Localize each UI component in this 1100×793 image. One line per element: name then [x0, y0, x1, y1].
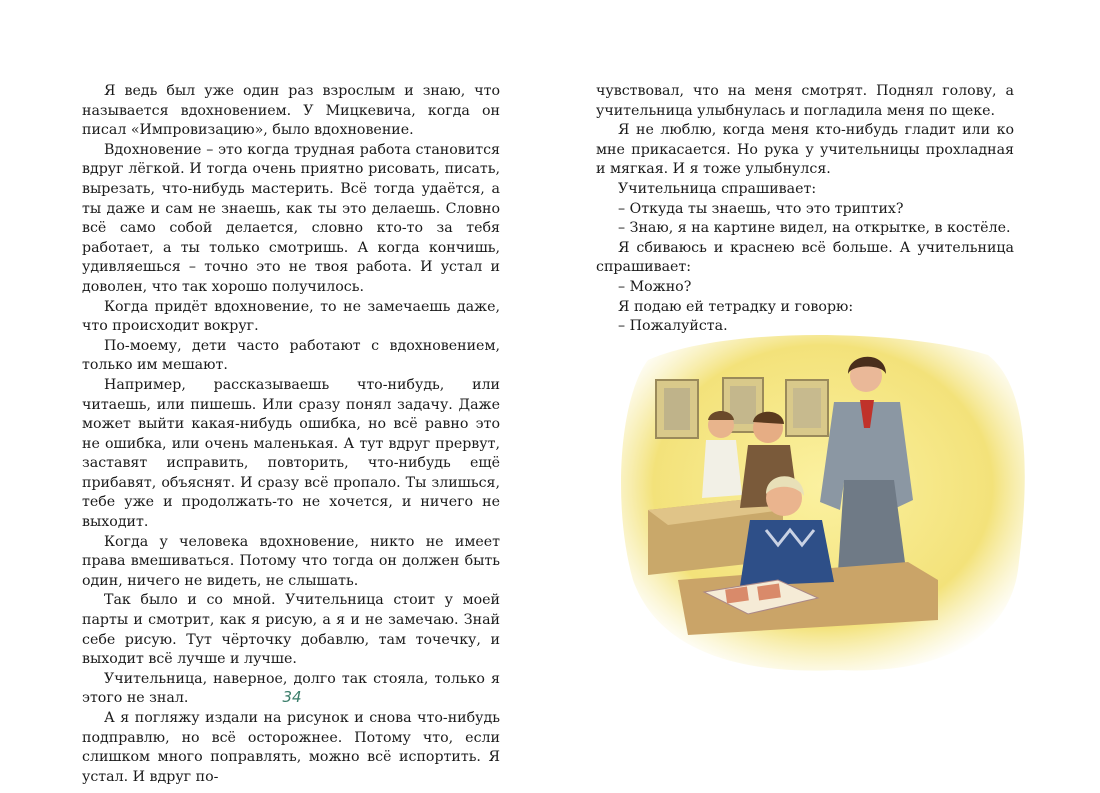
paragraph: По-моему, дети часто работают с вдохновением, только им мешают.	[82, 337, 500, 374]
paragraph: Так было и со мной. Учительница стоит у моей парты и смотрит, как я рисую, а я и не замечаю. Знай себе рисую. Тут чёрточку добавлю, там точечку, и выходит всё лучше и лучше.	[82, 592, 500, 668]
dialogue-line: – Пожалуйста.	[618, 318, 728, 335]
continued-paragraph: чувствовал, что на меня смотрят. Поднял голову, а учительница улыбнулась и погладила меня по щеке.	[596, 83, 1014, 119]
paragraph: Я не люблю, когда меня кто-нибудь гладит или ко мне прикасается. Но рука у учительницы прохладная и мягкая. И я тоже улыбнулся.	[596, 122, 1014, 178]
left-text-column	[82, 82, 500, 787]
dialogue-line: – Можно?	[618, 278, 692, 295]
illustration-drawing	[608, 330, 1028, 675]
paragraph: Когда у человека вдохновение, никто не имеет права вмешиваться. Потому что тогда он должен быть один, ничего не видеть, не слышать.	[82, 533, 500, 589]
paragraph: А я погляжу издали на рисунок и снова что-нибудь подправлю, но всё осторожнее. Потому что, если слишком много поправлять, можно всё испортить. Я устал. И вдруг по-	[82, 710, 500, 785]
paragraph: Учительница, наверное, долго так стояла, только я этого не знал.	[82, 670, 500, 707]
paragraph: Я подаю ей тетрадку и говорю:	[618, 298, 854, 315]
paragraph: Например, рассказываешь что-нибудь, или читаешь, или пишешь. Или сразу понял задачу. Даже может выйти какая-нибудь ошибка, но всё равно это не ошибка, или очень маленькая. А тут вдруг прервут, заставят исправить, повторить, что-нибудь ещё прибавят, объяснят. И сразу всё пропало. Ты злишься, тебе уже и продолжать-то не хочется, и ничего не выходит.	[82, 376, 500, 531]
classroom-illustration	[608, 330, 1028, 675]
paragraph: Когда придёт вдохновение, то не замечаешь даже, что происходит вокруг.	[82, 298, 500, 335]
front-boy-vest	[740, 520, 834, 586]
page-number: 34	[282, 688, 302, 706]
paragraph: Я сбиваюсь и краснею всё больше. А учительница спрашивает:	[596, 239, 1014, 276]
paragraph: Я ведь был уже один раз взрослым и знаю, что называется вдохновением. У Мицкевича, когда он писал «Импровизацию», было вдохновение.	[82, 83, 500, 139]
paragraph: Учительница спрашивает:	[618, 180, 817, 197]
teacher-skirt	[838, 480, 906, 572]
dialogue-line: – Знаю, я на картине видел, на открытке, в костёле.	[618, 220, 1011, 237]
dialogue-line: – Откуда ты знаешь, что это триптих?	[618, 200, 904, 217]
right-text-column	[596, 82, 1014, 337]
paragraph: Вдохновение – это когда трудная работа становится вдруг лёгкой. И тогда очень приятно рисовать, писать, вырезать, что-нибудь мастерить. Всё тогда удаётся, а ты даже и сам не знаешь, как ты это делаешь. Словно всё само собой делается, словно кто-то за тебя работает, а ты только смотришь. А когда кончишь, удивляешься – точно это не твоя работа. И устал и доволен, что так хорошо получилось.	[82, 141, 500, 295]
